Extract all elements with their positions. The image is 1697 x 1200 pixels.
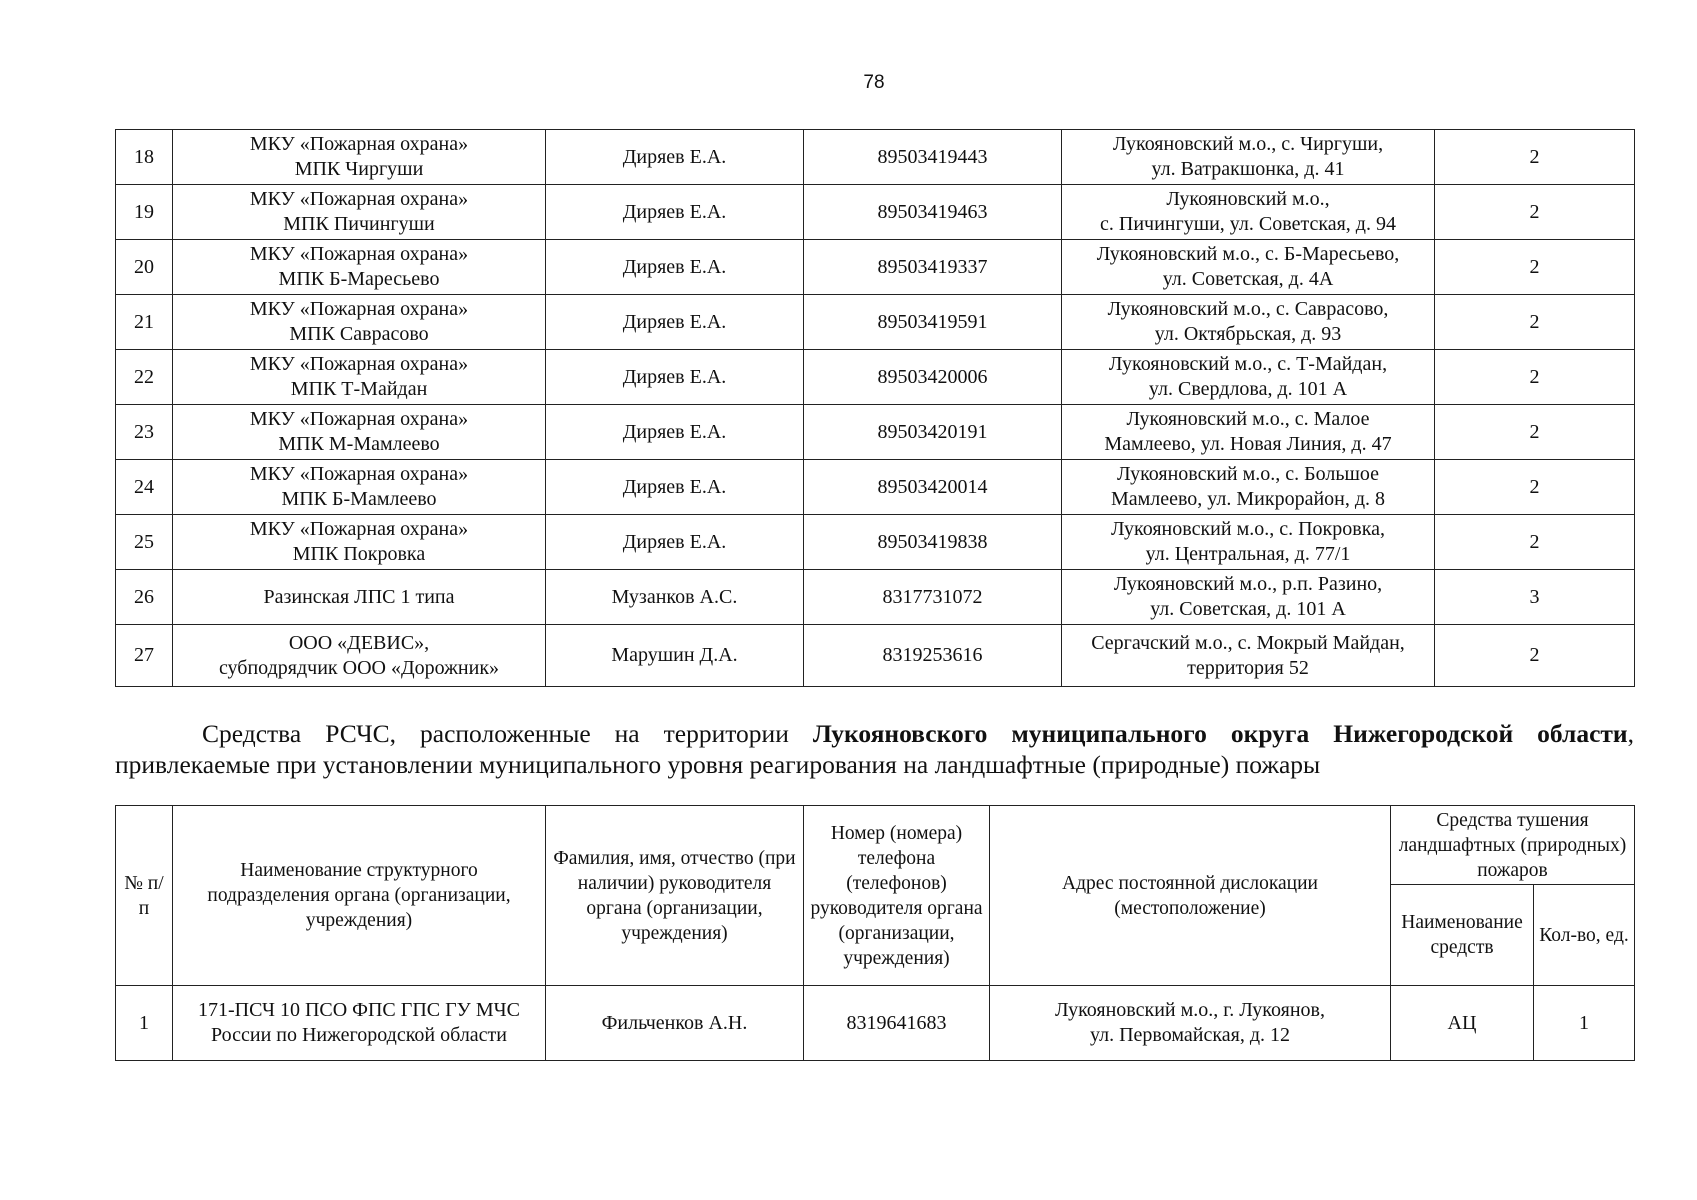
row-number-cell-text: 20 — [134, 255, 154, 278]
address-cell-text: Лукояновский м.о., с. Покровка, — [1110, 518, 1386, 540]
phone-cell-text: 89503419443 — [877, 145, 988, 168]
table-row — [116, 130, 1635, 185]
unit-name-cell-text: МКУ «Пожарная охрана» — [249, 518, 469, 540]
row-number-cell — [116, 405, 173, 460]
head-name-cell — [546, 986, 804, 1061]
unit-name-cell — [173, 240, 546, 295]
quantity-cell — [1435, 185, 1635, 240]
unit-name-cell — [173, 625, 546, 687]
unit-name-cell-text: МПК Б-Мамлеево — [281, 488, 437, 510]
quantity-cell-text: 2 — [1529, 145, 1540, 168]
address-cell-text: ул. Октябрьская, д. 93 — [1154, 323, 1342, 345]
means-qty-cell-text: 1 — [1579, 1011, 1589, 1034]
table-row — [116, 570, 1635, 625]
head-name-cell — [546, 130, 804, 185]
unit-name-cell-text: МКУ «Пожарная охрана» — [249, 243, 469, 265]
quantity-cell — [1435, 570, 1635, 625]
phone-cell-text: 8319253616 — [882, 644, 983, 666]
address-cell-text: Лукояновский м.о., с. Б-Маресьево, — [1096, 243, 1400, 265]
unit-name-cell-text: МКУ «Пожарная охрана» — [249, 408, 469, 430]
head-name-cell — [546, 460, 804, 515]
address-cell-text: Лукояновский м.о., — [1166, 188, 1330, 210]
row-number-cell-text: 23 — [134, 420, 154, 443]
table-row — [116, 295, 1635, 350]
head-name-cell — [546, 185, 804, 240]
unit-name-cell-text: МПК Чиргуши — [294, 158, 424, 180]
unit-name-cell-text: МКУ «Пожарная охрана» — [249, 133, 469, 155]
phone-cell — [804, 295, 1062, 350]
head-name-cell-text: Диряев Е.А. — [622, 200, 727, 223]
unit-name-cell-text: МКУ «Пожарная охрана» — [249, 298, 469, 320]
head-name-cell-text: Диряев Е.А. — [622, 365, 727, 388]
table-row — [116, 405, 1635, 460]
phone-cell — [804, 405, 1062, 460]
header-address: Адрес постоянной дислокации (местоположение) — [990, 806, 1391, 986]
section-heading — [115, 718, 1634, 780]
unit-name-cell — [173, 130, 546, 185]
address-cell — [990, 986, 1391, 1061]
head-name-cell-text: Диряев Е.А. — [622, 475, 727, 498]
section-heading-bold: Лукояновского муниципального округа Нижегородской области — [812, 719, 1628, 748]
unit-name-cell-text: МПК Б-Маресьево — [278, 268, 440, 290]
address-cell — [1062, 625, 1435, 687]
phone-cell — [804, 986, 990, 1061]
table-row — [116, 986, 1635, 1061]
header-unit: Наименование структурного подразделения органа (организации, учреждения) — [173, 806, 546, 986]
address-cell — [1062, 130, 1435, 185]
table-row — [116, 240, 1635, 295]
unit-name-cell-text: 171-ПСЧ 10 ПСО ФПС ГПС ГУ МЧС России по Нижегородской области — [198, 999, 520, 1046]
unit-name-cell-text: МКУ «Пожарная охрана» — [249, 353, 469, 375]
unit-name-cell-text: МПК Саврасово — [289, 323, 429, 345]
quantity-cell — [1435, 625, 1635, 687]
row-number-cell-text: 26 — [134, 585, 154, 608]
quantity-cell-text: 2 — [1529, 310, 1540, 333]
header-means-name: Наименование средств — [1391, 885, 1534, 986]
row-number-cell-text: 18 — [134, 145, 154, 168]
address-cell-text: Лукояновский м.о., с. Малое — [1126, 408, 1370, 430]
head-name-cell-text: Марушин Д.А. — [611, 644, 738, 666]
row-number-cell — [116, 570, 173, 625]
table-row — [116, 185, 1635, 240]
row-number-cell — [116, 986, 173, 1061]
row-number-cell-text: 1 — [139, 1011, 149, 1034]
quantity-cell-text: 2 — [1529, 365, 1540, 388]
address-cell-text: территория 52 — [1187, 656, 1309, 679]
row-number-cell-text: 21 — [134, 310, 154, 333]
table-row — [116, 460, 1635, 515]
address-cell — [1062, 240, 1435, 295]
unit-name-cell — [173, 185, 546, 240]
unit-name-cell — [173, 350, 546, 405]
address-cell-text: Сергачский м.о., с. Мокрый Майдан, — [1091, 631, 1405, 654]
address-cell-text: Мамлеево, ул. Микрорайон, д. 8 — [1110, 488, 1386, 510]
top-table — [115, 129, 1635, 687]
means-name-cell — [1391, 986, 1534, 1061]
phone-cell — [804, 625, 1062, 687]
table-row — [116, 350, 1635, 405]
phone-cell — [804, 460, 1062, 515]
phone-cell — [804, 515, 1062, 570]
section-heading-part1: Средства РСЧС, расположенные на территории — [202, 719, 813, 748]
row-number-cell-text: 27 — [134, 644, 154, 666]
row-number-cell — [116, 625, 173, 687]
row-number-cell — [116, 350, 173, 405]
phone-cell — [804, 130, 1062, 185]
row-number-cell — [116, 460, 173, 515]
unit-name-cell-text: ООО «ДЕВИС», — [288, 631, 430, 654]
address-cell-text: Лукояновский м.о., с. Т-Майдан, — [1108, 353, 1388, 375]
unit-name-cell-text: МКУ «Пожарная охрана» — [249, 188, 469, 210]
means-name-cell-text: АЦ — [1447, 1011, 1477, 1034]
phone-cell-text: 89503420014 — [877, 475, 988, 498]
head-name-cell — [546, 570, 804, 625]
bottom-table-body — [116, 986, 1635, 1061]
unit-name-cell — [173, 515, 546, 570]
unit-name-cell-text: МПК Пичингуши — [283, 213, 435, 235]
address-cell — [1062, 350, 1435, 405]
unit-name-cell — [173, 405, 546, 460]
head-name-cell — [546, 350, 804, 405]
quantity-cell — [1435, 350, 1635, 405]
address-cell-text: Лукояновский м.о., с. Чиргуши, — [1112, 133, 1384, 155]
address-cell-text: с. Пичингуши, ул. Советская, д. 94 — [1100, 213, 1396, 235]
address-cell-text: ул. Первомайская, д. 12 — [1090, 1024, 1290, 1046]
quantity-cell-text: 3 — [1529, 585, 1540, 608]
phone-cell-text: 89503419337 — [877, 255, 988, 278]
row-number-cell-text: 22 — [134, 365, 154, 388]
row-number-cell-text: 25 — [134, 530, 154, 553]
quantity-cell-text: 2 — [1529, 644, 1540, 666]
address-cell-text: ул. Ватракшонка, д. 41 — [1151, 158, 1345, 180]
address-cell — [1062, 515, 1435, 570]
address-cell — [1062, 295, 1435, 350]
address-cell-text: Лукояновский м.о., р.п. Разино, — [1113, 573, 1383, 595]
unit-name-cell-text: субподрядчик ООО «Дорожник» — [218, 656, 500, 679]
address-cell — [1062, 185, 1435, 240]
header-num: № п/п — [116, 806, 173, 986]
phone-cell-text: 8319641683 — [846, 1011, 947, 1034]
phone-cell-text: 89503420191 — [877, 420, 988, 443]
row-number-cell — [116, 185, 173, 240]
quantity-cell — [1435, 295, 1635, 350]
address-cell-text: Лукояновский м.о., г. Лукоянов, — [1055, 999, 1325, 1021]
unit-name-cell — [173, 460, 546, 515]
row-number-cell — [116, 240, 173, 295]
address-cell — [1062, 405, 1435, 460]
head-name-cell-text: Музанков А.С. — [611, 585, 738, 608]
head-name-cell — [546, 240, 804, 295]
head-name-cell-text: Диряев Е.А. — [622, 255, 727, 278]
head-name-cell-text: Фильченков А.Н. — [601, 1011, 748, 1034]
unit-name-cell — [173, 986, 546, 1061]
unit-name-cell-text: МПК Т-Майдан — [290, 378, 428, 400]
row-number-cell — [116, 515, 173, 570]
address-cell-text: ул. Свердлова, д. 101 А — [1148, 378, 1348, 400]
address-cell-text: ул. Центральная, д. 77/1 — [1145, 543, 1351, 565]
quantity-cell — [1435, 130, 1635, 185]
phone-cell-text: 89503419591 — [877, 310, 988, 333]
row-number-cell — [116, 295, 173, 350]
unit-name-cell-text: МПК Покровка — [292, 543, 426, 565]
quantity-cell-text: 2 — [1529, 530, 1540, 553]
quantity-cell-text: 2 — [1529, 200, 1540, 223]
quantity-cell — [1435, 515, 1635, 570]
section-heading-part2: , привлекаемые при установлении муниципального уровня реагирования на ландшафтные (природные) пожары — [115, 719, 1634, 779]
head-name-cell-text: Диряев Е.А. — [622, 145, 727, 168]
address-cell-text: ул. Советская, д. 4А — [1162, 268, 1334, 290]
address-cell-text: Лукояновский м.о., с. Большое — [1117, 463, 1379, 485]
means-qty-cell — [1534, 986, 1635, 1061]
page-number: 78 — [863, 72, 885, 93]
phone-cell-text: 89503420006 — [877, 365, 988, 388]
phone-cell — [804, 240, 1062, 295]
head-name-cell-text: Диряев Е.А. — [622, 530, 727, 553]
row-number-cell-text: 19 — [134, 200, 154, 223]
address-cell-text: Мамлеево, ул. Новая Линия, д. 47 — [1104, 433, 1392, 455]
row-number-cell-text: 24 — [134, 475, 154, 498]
unit-name-cell — [173, 570, 546, 625]
address-cell-text: ул. Советская, д. 101 А — [1150, 598, 1346, 620]
phone-cell-text: 89503419463 — [877, 200, 988, 223]
phone-cell — [804, 570, 1062, 625]
head-name-cell — [546, 295, 804, 350]
head-name-cell — [546, 515, 804, 570]
address-cell — [1062, 460, 1435, 515]
header-head: Фамилия, имя, отчество (при наличии) руководителя органа (организации, учреждения) — [546, 806, 804, 986]
quantity-cell-text: 2 — [1529, 475, 1540, 498]
phone-cell — [804, 350, 1062, 405]
quantity-cell — [1435, 405, 1635, 460]
header-means-group: Средства тушения ландшафтных (природных) пожаров — [1391, 806, 1635, 885]
row-number-cell — [116, 130, 173, 185]
table-row — [116, 625, 1635, 687]
quantity-cell-text: 2 — [1529, 255, 1540, 278]
phone-cell — [804, 185, 1062, 240]
bottom-table — [115, 805, 1635, 1061]
top-table-body — [116, 130, 1635, 687]
quantity-cell — [1435, 460, 1635, 515]
table-row — [116, 515, 1635, 570]
unit-name-cell-text: МКУ «Пожарная охрана» — [249, 463, 469, 485]
header-phone: Номер (номера) телефона (телефонов) руководителя органа (организации, учреждения) — [804, 806, 990, 986]
unit-name-cell-text: Разинская ЛПС 1 типа — [263, 585, 455, 608]
quantity-cell-text: 2 — [1529, 420, 1540, 443]
unit-name-cell — [173, 295, 546, 350]
phone-cell-text: 8317731072 — [882, 585, 983, 608]
head-name-cell — [546, 625, 804, 687]
quantity-cell — [1435, 240, 1635, 295]
head-name-cell-text: Диряев Е.А. — [622, 310, 727, 333]
address-cell-text: Лукояновский м.о., с. Саврасово, — [1107, 298, 1389, 320]
header-means-qty: Кол-во, ед. — [1534, 885, 1635, 986]
head-name-cell — [546, 405, 804, 460]
address-cell — [1062, 570, 1435, 625]
phone-cell-text: 89503419838 — [877, 530, 988, 553]
unit-name-cell-text: МПК М-Мамлеево — [278, 433, 440, 455]
head-name-cell-text: Диряев Е.А. — [622, 420, 727, 443]
